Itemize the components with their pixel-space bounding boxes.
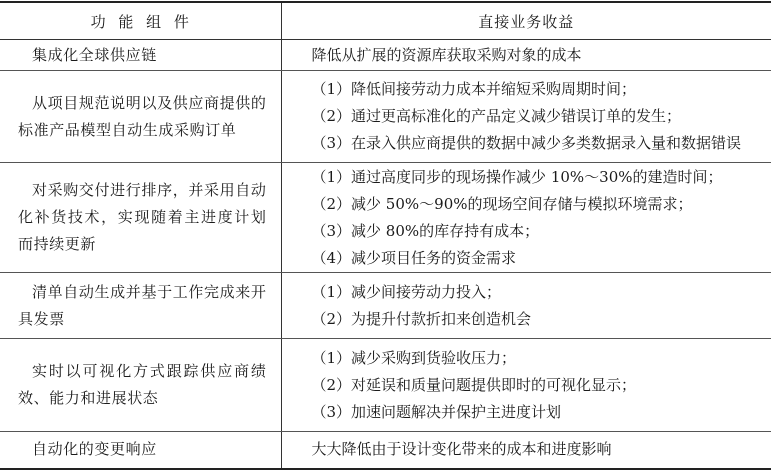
header-direct-business-benefit: 直接业务收益 [281,2,771,40]
benefit-cell [281,163,771,273]
table-header-row [0,2,771,40]
component-text: 对采购交付进行排序，并采用自动化补货技术，实现随着主进度计划而持续更新 [18,181,267,253]
component-text: 实时以可视化方式跟踪供应商绩效、能力和进展状态 [18,362,267,407]
benefit-line: （2）对延误和质量问题提供即时的可视化显示； [311,375,637,394]
benefit-cell [281,40,771,71]
benefit-line: （2）为提升付款折扣来创造机会 [311,309,532,328]
table-row [0,71,771,163]
component-cell [0,339,281,432]
benefit-line: （2）通过更高标准化的产品定义减少错误订单的发生； [311,107,682,125]
table-row [0,40,771,71]
benefit-line: 大大降低由于设计变化带来的成本和进度影响 [311,440,612,459]
benefit-cell [281,273,771,339]
benefit-line: （3）在录入供应商提供的数据中减少多类数据录入量和数据错误 [311,134,742,152]
component-text: 集成化全球供应链 [32,45,157,64]
table-row [0,432,771,469]
component-cell [0,432,281,469]
benefit-cell [281,339,771,432]
benefit-line: 降低从扩展的资源库获取采购对象的成本 [311,45,582,64]
component-text: 清单自动生成并基于工作完成来开具发票 [18,282,267,328]
benefit-line: （4）减少项目任务的资金需求 [311,248,517,267]
table-row [0,273,771,339]
benefit-line: （1）减少采购到货验收压力； [311,348,517,367]
benefit-line: （3）减少 80%的库存持有成本； [311,221,540,240]
component-cell [0,40,281,71]
benefit-line: （1）降低间接劳动力成本并缩短采购周期时间； [311,80,637,98]
component-text: 自动化的变更响应 [32,440,157,459]
benefits-table [0,1,771,470]
component-cell [0,71,281,163]
header-functional-component: 功 能 组 件 [0,2,281,40]
benefit-line: （1）通过高度同步的现场操作减少 10%～30%的建造时间； [311,167,723,186]
component-cell [0,273,281,339]
benefit-line: （3）加速问题解决并保护主进度计划 [311,402,562,421]
benefit-line: （1）减少间接劳动力投入； [311,282,502,301]
table-row [0,339,771,432]
benefit-cell [281,432,771,469]
component-text: 从项目规范说明以及供应商提供的标准产品模型自动生成采购订单 [18,93,267,139]
benefit-line: （2）减少 50%～90%的现场空间存储与模拟环境需求； [311,194,693,213]
table-row [0,163,771,273]
benefit-cell [281,71,771,163]
component-cell [0,163,281,273]
